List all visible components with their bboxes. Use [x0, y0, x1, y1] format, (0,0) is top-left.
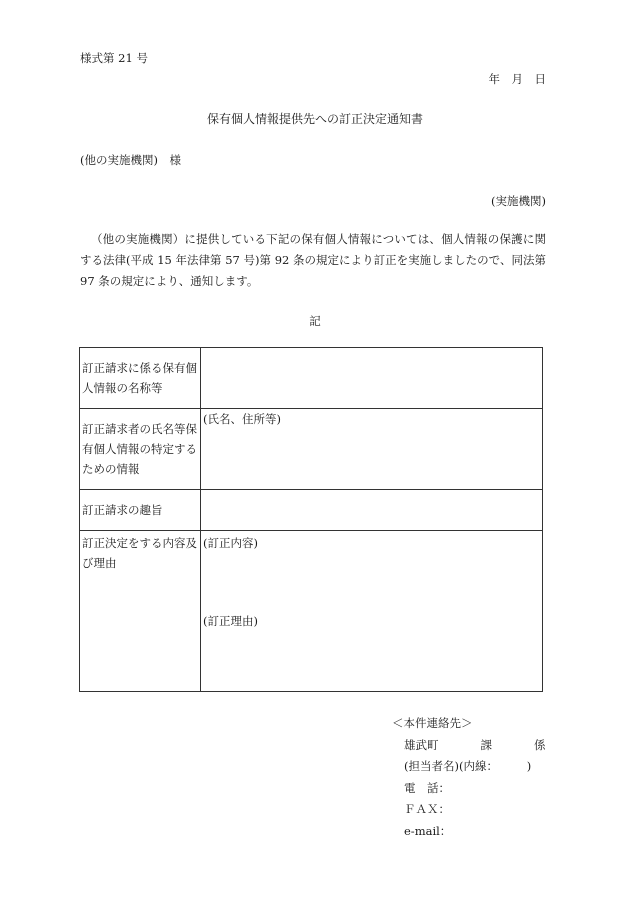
contact-unit: 係	[534, 737, 546, 752]
row-label	[80, 531, 201, 692]
row-value	[201, 531, 543, 692]
info-table	[79, 347, 543, 692]
contact-town: 雄武町	[404, 737, 439, 752]
row-value	[201, 409, 543, 490]
contact-person: (担当者名)(内線： )	[404, 759, 532, 773]
contact-heading: ＜本件連絡先＞	[392, 716, 473, 730]
row-label-text: 訂正請求に係る保有個人情報の名称等	[82, 361, 197, 395]
row-label-text: 訂正請求者の氏名等保有個人情報の特定するための情報	[82, 422, 197, 476]
row-label	[80, 409, 201, 490]
table-row	[80, 531, 543, 692]
row-label-text: 訂正請求の趣旨	[82, 503, 163, 517]
contact-section: 課	[480, 737, 492, 752]
row-label-text: 訂正決定をする内容及び理由	[82, 536, 197, 570]
row-label	[80, 348, 201, 409]
contact-department	[392, 735, 546, 757]
sender-agency: (実施機関)	[491, 194, 546, 208]
addressee: (他の実施機関) 様	[80, 153, 181, 167]
contact-email: e-mail：	[404, 823, 452, 838]
correction-content-label: (訂正内容)	[203, 536, 258, 550]
body-paragraph: （他の実施機関）に提供している下記の保有個人情報については、個人情報の保護に関する法律(平成 15 年法律第 57 号)第 92 条の規定により訂正を実施しましたので、同法第 97 条の規定により、通知します。	[80, 232, 546, 288]
contact-block	[392, 713, 546, 842]
row-label	[80, 490, 201, 531]
table-row	[80, 409, 543, 490]
form-number: 様式第 21 号	[80, 51, 148, 65]
contact-fax: ＦＡＸ：	[404, 802, 450, 816]
row-value	[201, 490, 543, 531]
table-row	[80, 490, 543, 531]
row-value	[201, 348, 543, 409]
ki-heading: 記	[309, 314, 321, 328]
table-row	[80, 348, 543, 409]
contact-phone: 電 話：	[404, 780, 450, 795]
correction-reason-label: (訂正理由)	[203, 614, 258, 628]
date-line: 年 月 日	[488, 72, 546, 86]
row-value-text: (氏名、住所等)	[203, 412, 281, 426]
document-title: 保有個人情報提供先への訂正決定通知書	[206, 112, 423, 126]
